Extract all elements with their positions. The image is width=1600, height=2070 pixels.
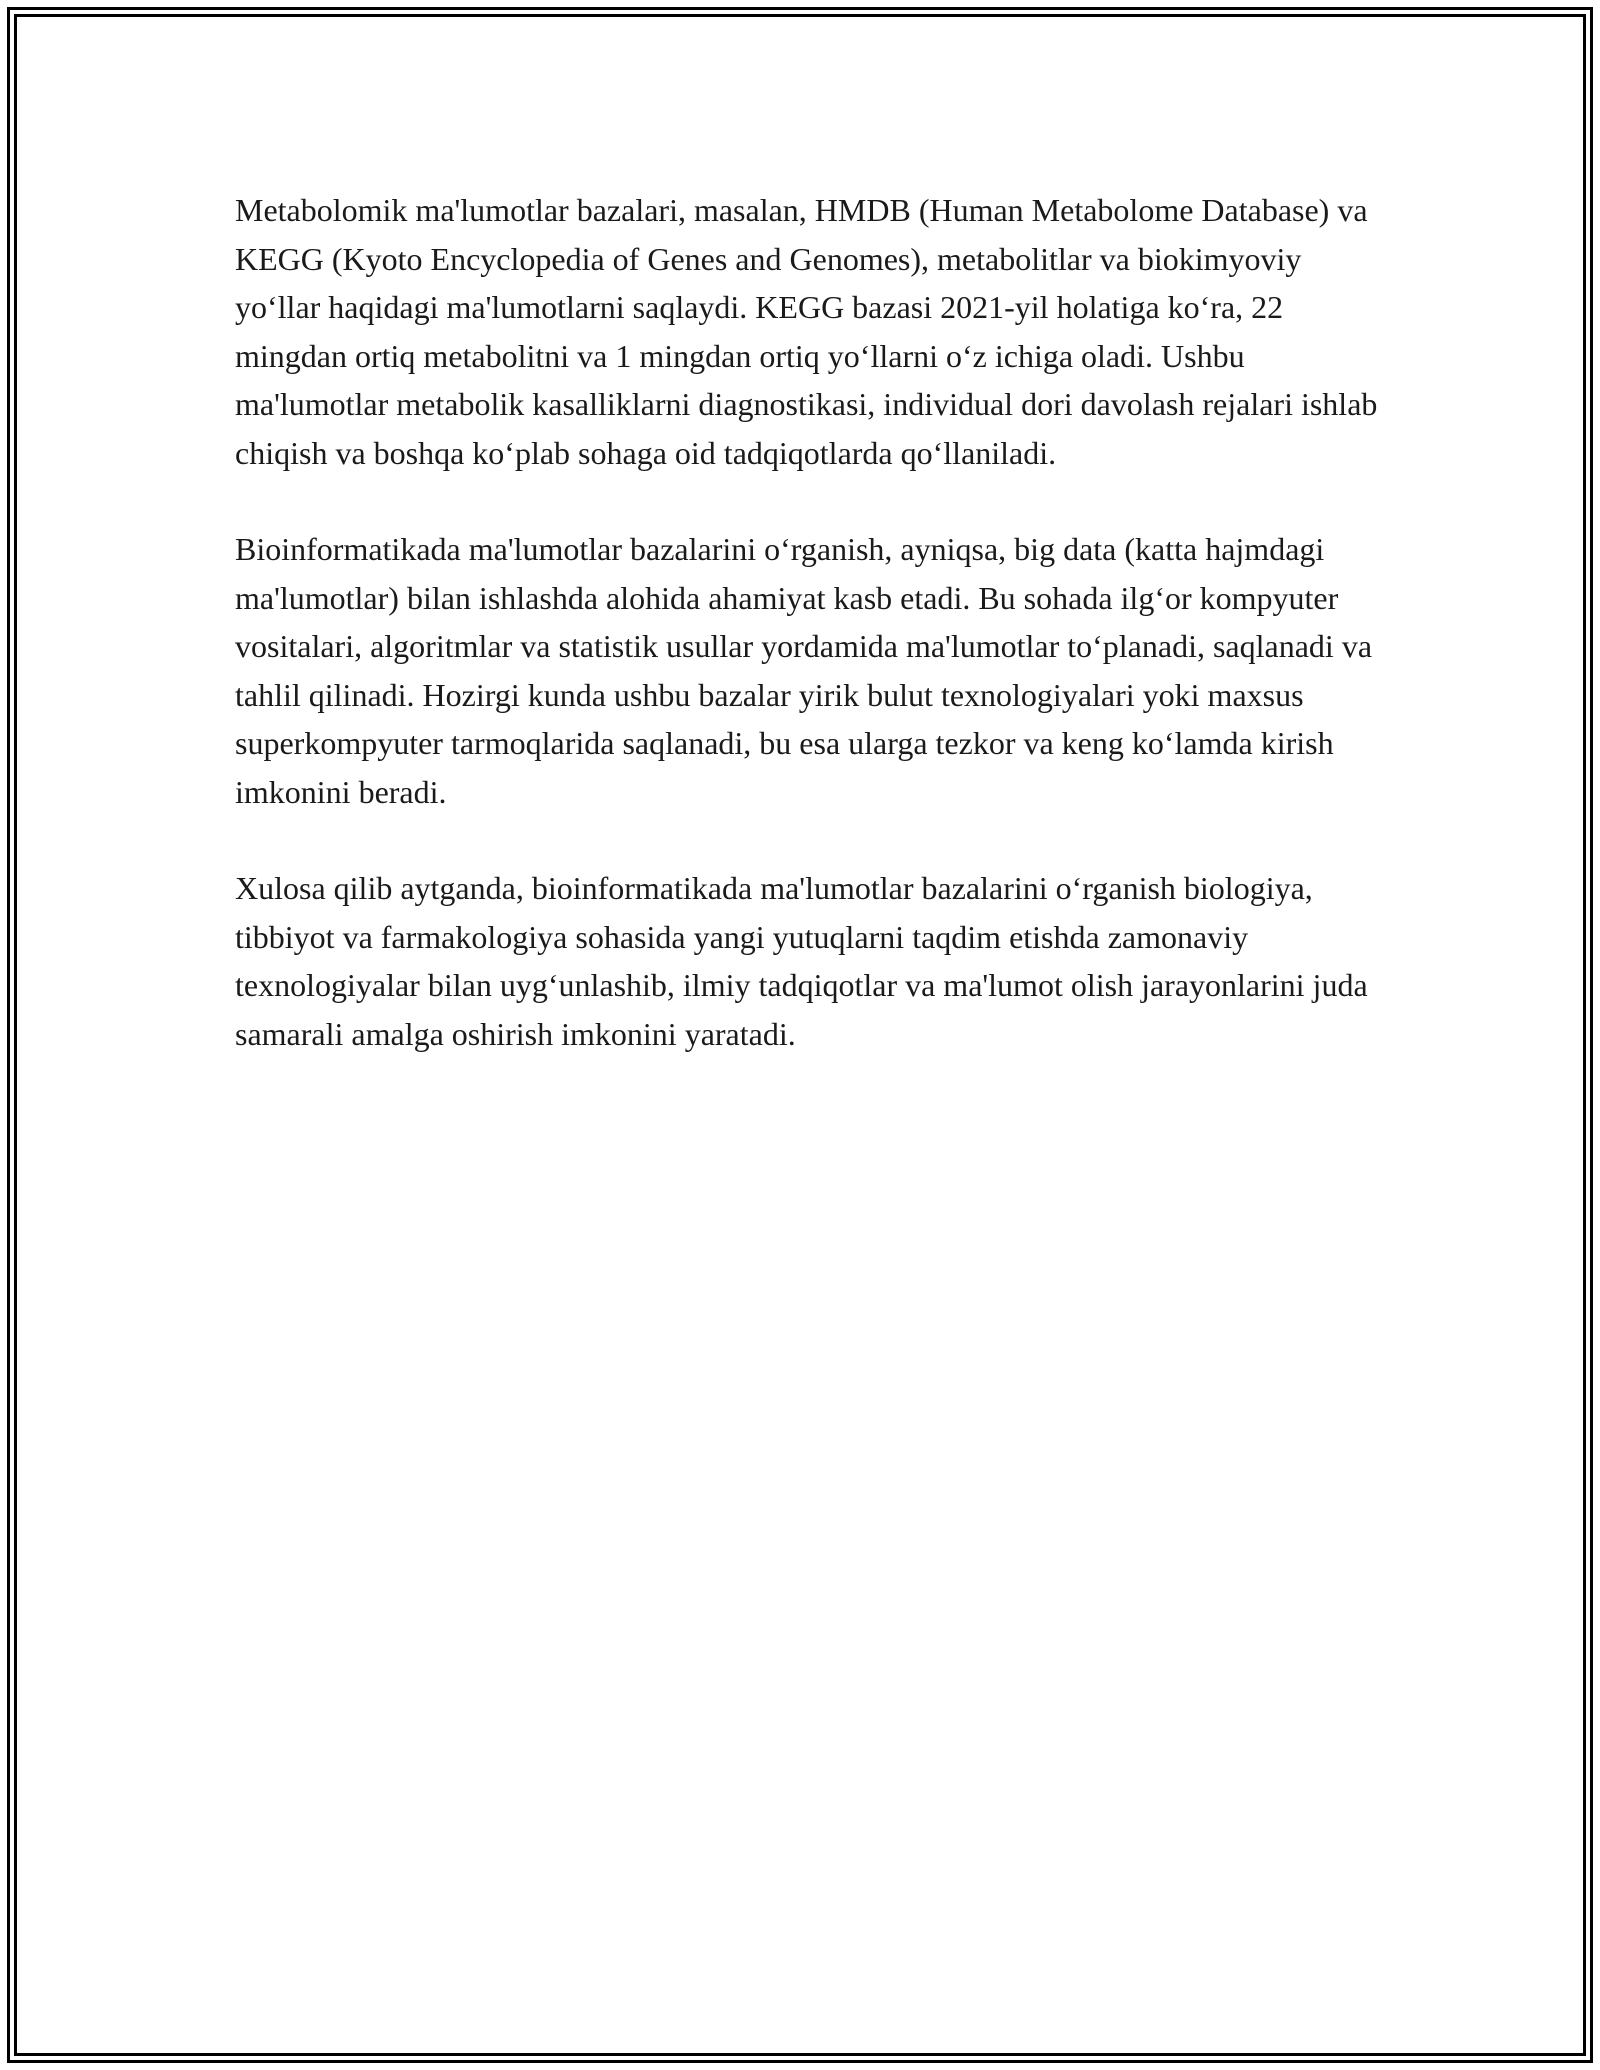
document-body	[235, 186, 1385, 1106]
paragraph-conclusion: Xulosa qilib aytganda, bioinformatikada ma'lumotlar bazalarini o‘rganish biologiya, tibbiyot va farmakologiya sohasida yangi yutuqlarni taqdim etishda zamonaviy texnologiyalar bilan uyg‘unlashib, ilmiy tadqiqotlar va ma'lumot olish jarayonlarini juda samarali amalga oshirish imkonini yaratadi.	[235, 870, 1368, 1052]
paragraph-metabolomics-databases: Metabolomik ma'lumotlar bazalari, masalan, HMDB (Human Metabolome Database) va KEGG (Kyoto Encyclopedia of Genes and Genomes), metabolitlar va biokimyoviy yo‘llar haqidagi ma'lumotlarni saqlaydi. KEGG bazasi 2021-yil holatiga ko‘ra, 22 mingdan ortiq metabolitni va 1 mingdan ortiq yo‘llarni o‘z ichiga oladi. Ushbu ma'lumotlar metabolik kasalliklarni diagnostikasi, individual dori davolash rejalari ishlab chiqish va boshqa ko‘plab sohaga oid tadqiqotlarda qo‘llaniladi.	[235, 192, 1378, 471]
paragraph-big-data: Bioinformatikada ma'lumotlar bazalarini o‘rganish, ayniqsa, big data (katta hajmdagi ma'lumotlar) bilan ishlashda alohida ahamiyat kasb etadi. Bu sohada ilg‘or kompyuter vositalari, algoritmlar va statistik usullar yordamida ma'lumotlar to‘planadi, saqlanadi va tahlil qilinadi. Hozirgi kunda ushbu bazalar yirik bulut texnologiyalari yoki maxsus superkompyuter tarmoqlarida saqlanadi, bu esa ularga tezkor va keng ko‘lamda kirish imkonini beradi.	[235, 531, 1373, 810]
